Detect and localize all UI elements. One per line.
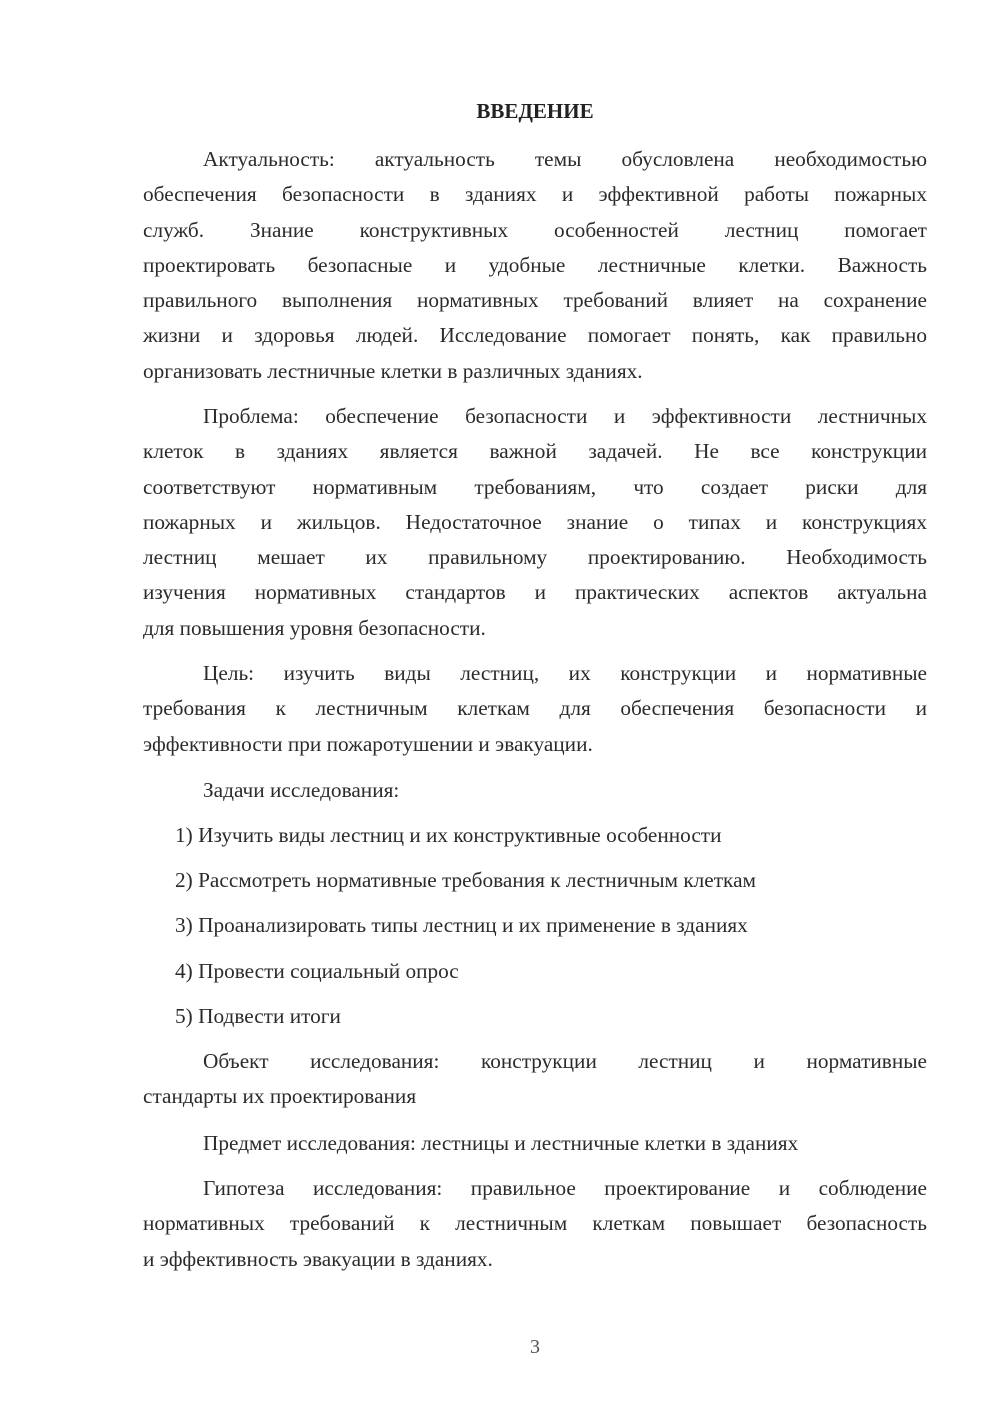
- paragraph-line: Объект исследования: конструкции лестниц и нормативные: [203, 1049, 927, 1073]
- paragraph-line: стандарты их проектирования: [143, 1084, 417, 1109]
- paragraph-line: организовать лестничные клетки в различных зданиях.: [143, 358, 643, 383]
- paragraph-line: нормативных требований к лестничным клеткам повышает безопасность: [143, 1211, 927, 1236]
- list-item: 5) Подвести итоги: [175, 1004, 341, 1028]
- page-title: ВВЕДЕНИЕ: [476, 99, 594, 123]
- paragraph-line: проектировать безопасные и удобные лестничные клетки. Важность: [143, 252, 927, 277]
- paragraph-line: эффективности при пожаротушении и эвакуации.: [143, 731, 593, 756]
- relevance-paragraph: [143, 142, 927, 389]
- paragraph-line: служб. Знание конструктивных особенностей лестниц помогает: [143, 217, 927, 242]
- paragraph-line: для повышения уровня безопасности.: [143, 615, 486, 640]
- paragraph-line: пожарных и жильцов. Недостаточное знание о типах и конструкциях: [143, 509, 927, 534]
- paragraph-line: и эффективность эвакуации в зданиях.: [143, 1246, 493, 1271]
- paragraph-line: жизни и здоровья людей. Исследование помогает понять, как правильно: [143, 323, 927, 348]
- paragraph-line: Цель: изучить виды лестниц, их конструкции и нормативные: [203, 661, 927, 685]
- list-item: 3) Проанализировать типы лестниц и их применение в зданиях: [175, 913, 748, 937]
- tasks-heading: Задачи исследования:: [203, 778, 400, 802]
- document-page: [143, 0, 927, 1414]
- list-item: 2) Рассмотреть нормативные требования к лестничным клеткам: [175, 868, 757, 892]
- paragraph-line: клеток в зданиях является важной задачей. Не все конструкции: [143, 439, 927, 464]
- goal-paragraph: [143, 656, 927, 762]
- paragraph-line: обеспечения безопасности в зданиях и эффективной работы пожарных: [143, 182, 927, 207]
- object-paragraph: [143, 1044, 927, 1115]
- hypothesis-paragraph: [143, 1171, 927, 1277]
- paragraph-line: правильного выполнения нормативных требований влияет на сохранение: [143, 288, 927, 313]
- paragraph-line: Гипотеза исследования: правильное проектирование и соблюдение: [203, 1176, 927, 1200]
- subject-line: Предмет исследования: лестницы и лестничные клетки в зданиях: [203, 1131, 799, 1155]
- page-number: 3: [530, 1336, 540, 1358]
- list-item: 4) Провести социальный опрос: [175, 959, 459, 983]
- list-item: 1) Изучить виды лестниц и их конструктивные особенности: [175, 823, 722, 847]
- paragraph-line: Проблема: обеспечение безопасности и эффективности лестничных: [203, 404, 927, 428]
- paragraph-line: изучения нормативных стандартов и практических аспектов актуальна: [143, 580, 927, 605]
- problem-paragraph: [143, 399, 927, 646]
- paragraph-line: требования к лестничным клеткам для обеспечения безопасности и: [143, 696, 927, 721]
- paragraph-line: соответствуют нормативным требованиям, что создает риски для: [143, 474, 927, 499]
- paragraph-line: лестниц мешает их правильному проектированию. Необходимость: [143, 545, 927, 570]
- paragraph-line: Актуальность: актуальность темы обусловлена необходимостью: [203, 147, 927, 171]
